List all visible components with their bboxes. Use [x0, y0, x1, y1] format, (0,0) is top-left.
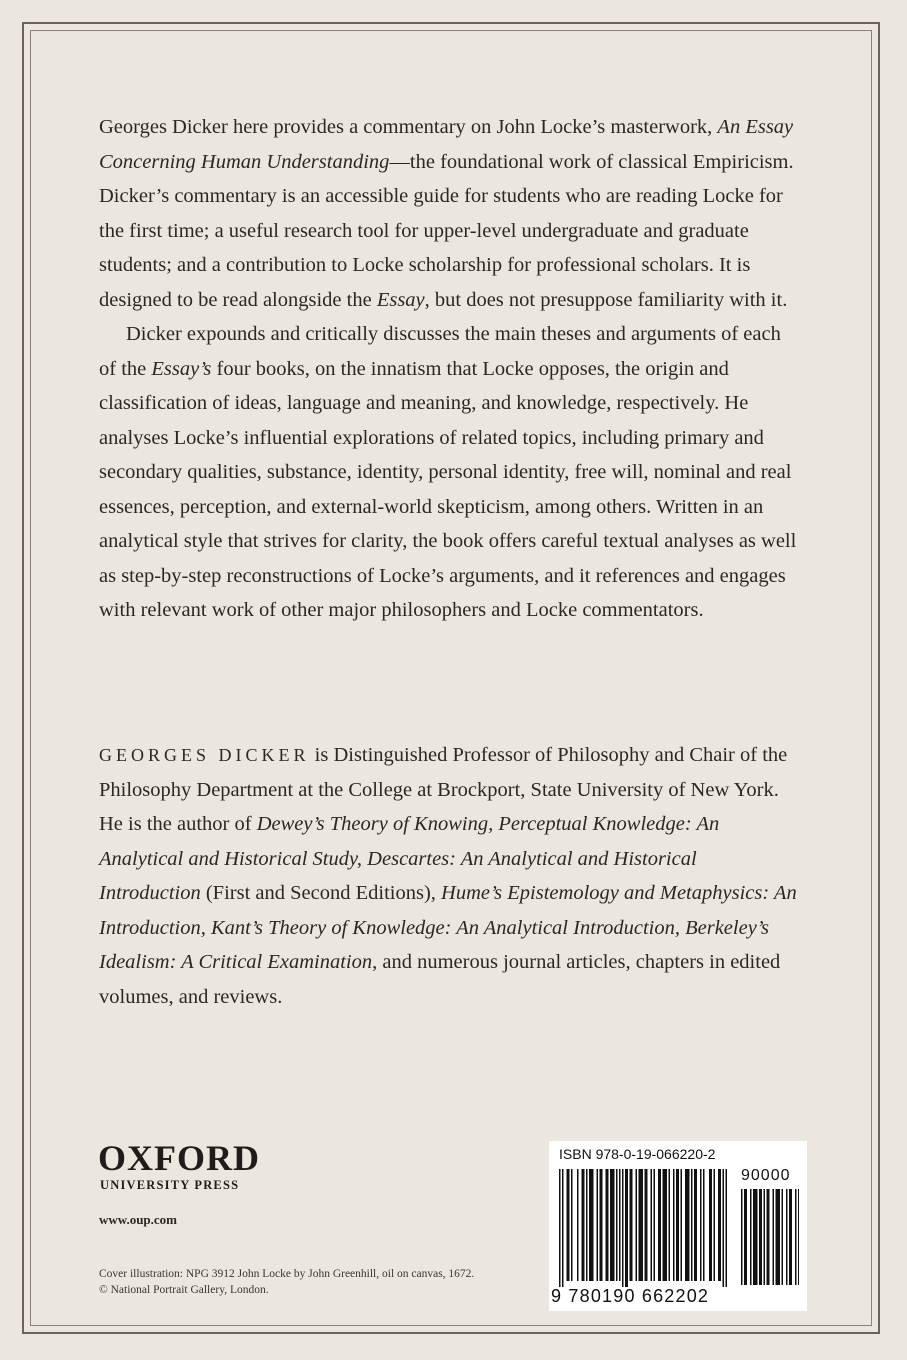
- ean-barcode-icon: [559, 1169, 737, 1287]
- author-bio-paragraph: GEORGES DICKER is Distinguished Professor of Philosophy and Chair of the Philosophy Department at the College at Brockport, State University of New York. He is the author of Dewey’s Theory of Knowing, Perceptual Knowledge: An Analytical and Historical Study, Descartes: An Analytical and Historical Introduction (First and Second Editions), Hume’s Epistemology and Metaphysics: An Introduction, Kant’s Theory of Knowledge: An Analytical Introduction, Berkeley’s Idealism: A Critical Examination, and numerous journal articles, chapters in edited volumes, and reviews.: [99, 744, 797, 1008]
- barcode-panel: [549, 1141, 807, 1311]
- cover-credit: [99, 1266, 519, 1298]
- description-paragraph-1: Georges Dicker here provides a commentary on John Locke’s masterwork, An Essay Concerning Human Understanding—the foundational work of classical Empiricism. Dicker’s commentary is an accessible guide for students who are reading Locke for the first time; a useful research tool for upper-level undergraduate and graduate students; and a contribution to Locke scholarship for professional scholars. It is designed to be read alongside the Essay, but does not presuppose familiarity with it.: [99, 116, 794, 311]
- publisher-logo: [98, 1140, 260, 1194]
- author-works-2: Hume’s Epistemology and Metaphysics: An Introduction, Kant’s Theory of Knowledge: An Analytical Introduction, Berkeley’s Idealism: A Critical Examination: [99, 882, 797, 973]
- author-name: GEORGES DICKER: [99, 745, 310, 765]
- price-addon-digits: 90000: [741, 1167, 791, 1184]
- title-essay-short: Essay: [376, 288, 425, 311]
- publisher-name: OXFORD: [98, 1138, 260, 1178]
- book-description: [99, 110, 799, 628]
- author-bio: [99, 738, 799, 1014]
- isbn-label: ISBN 978-0-19-066220-2: [559, 1146, 716, 1162]
- ean-digits: 9 780190 662202: [551, 1286, 710, 1306]
- publisher-url: www.oup.com: [99, 1212, 178, 1227]
- title-essays: Essay’s: [151, 357, 212, 380]
- author-works-1: Dewey’s Theory of Knowing, Perceptual Knowledge: An Analytical and Historical Study, Descartes: An Analytical and Historical Introduction: [99, 813, 720, 904]
- description-paragraph-2: Dicker expounds and critically discusses the main theses and arguments of each of the Essay’s four books, on the innatism that Locke opposes, the origin and classification of ideas, language and meaning, and knowledge, respectively. He analyses Locke’s influential explorations of related topics, including primary and secondary qualities, substance, identity, personal identity, free will, nominal and real essences, perception, and external-world skepticism, among others. Written in an analytical style that strives for clarity, the book offers careful textual analyses as well as step-by-step reconstructions of Locke’s arguments, and it references and engages with relevant work of other major philosophers and Locke commentators.: [99, 323, 797, 621]
- title-essay-full: An Essay Concerning Human Understanding: [99, 116, 794, 173]
- cover-credit-line-2: © National Portrait Gallery, London.: [99, 1284, 269, 1296]
- cover-credit-line-1: Cover illustration: NPG 3912 John Locke by John Greenhill, oil on canvas, 1672.: [99, 1268, 475, 1280]
- publisher-subname: UNIVERSITY PRESS: [100, 1178, 240, 1192]
- addon-barcode-icon: [741, 1189, 799, 1287]
